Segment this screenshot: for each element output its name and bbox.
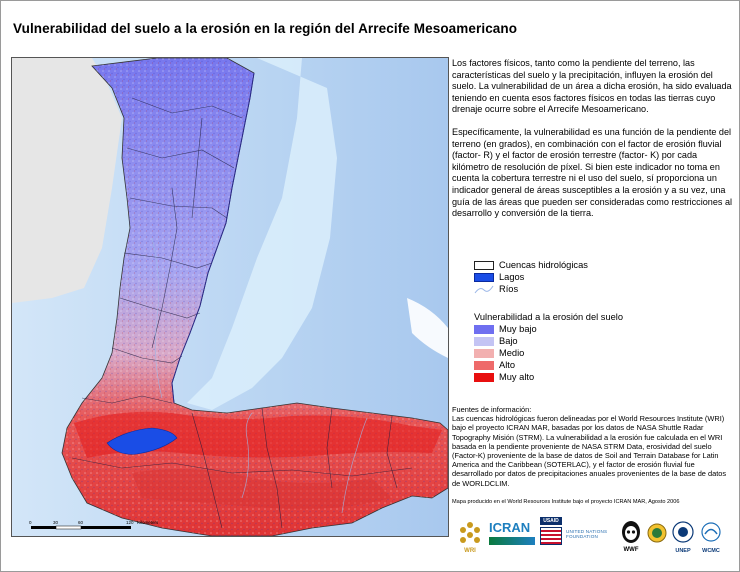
legend-label: Muy bajo xyxy=(499,324,537,334)
icran-wordmark: ICRAN xyxy=(489,520,531,535)
description-paragraph: Los factores físicos, tanto como la pendiente del terreno, las características del suelo y la precipitación, influyen la erosión del suelo. La vulnerabilidad de un área a dicha erosión, ha sido evaluada teniendo en cuenta esos factores físicos en todas las tierras cuyo drenaje ocurre sobre el Arrecife Mesoamericano. xyxy=(452,58,732,115)
legend-item-class xyxy=(474,359,734,371)
scale-tick-label: 0 xyxy=(29,520,32,525)
legend-label: Alto xyxy=(499,360,516,370)
lake-swatch xyxy=(474,273,494,282)
legend-item-class xyxy=(474,347,734,359)
legend-item-class xyxy=(474,335,734,347)
scale-bar-graphic xyxy=(27,519,177,533)
description-paragraph: Específicamente, la vulnerabilidad es una función de la pendiente del terreno (en grados), en combinación con el factor de erosión fluvial (factor- R) y el factor de erosión terrestre (factor- K) por cada kilómetro de resolución de píxel. Si bien este indicador no toma en cuenta la cobertura terrestre ni el uso del suelo, sí proporciona un indicador general de áreas susceptibles a la erosión y a su vez, una guía de las áreas que pueden ser consideradas como restricciones al desarrollo y conversión de la tierra. xyxy=(452,126,733,219)
wri-logo xyxy=(457,517,483,560)
icran-bar xyxy=(489,537,535,545)
svg-text:WWF: WWF xyxy=(623,547,639,553)
sources-text: Las cuencas hidrológicas fueron delineadas por el World Resources Institute (WRI) bajo el proyecto ICRAN MAR, basadas por los datos de NASA Shuttle Radar Topography Misión (STRM). La vulnerabilidad a la erosión fue calculada en el WRI basada en la pendiente proveniente de NASA STRM Data, erosividad del suelo (Factor-K) proveniente de la base de datos de Soil and Terrain Database for Latin America and the Caribbean (SOTERLAC), y el factor de erosión fluvial fue desarrollado por datos de precipitaciones anuales provenientes de la base de datos de WORLDCLIM. xyxy=(452,414,727,488)
watershed-swatch xyxy=(474,261,494,270)
partner-logos xyxy=(452,517,736,557)
legend-item-rivers xyxy=(474,283,734,295)
sources xyxy=(452,405,736,488)
legend xyxy=(474,259,734,383)
wwf-logo xyxy=(620,519,642,558)
wcmc-logo xyxy=(697,521,725,560)
class-swatch xyxy=(474,325,494,334)
seal-logo xyxy=(647,523,667,548)
icran-logo xyxy=(489,521,535,545)
legend-vulnerability-title: Vulnerabilidad a la erosión del suelo xyxy=(474,312,624,322)
usaid-wordmark: USAID xyxy=(540,517,562,525)
description xyxy=(452,58,734,231)
map-canvas xyxy=(12,58,448,536)
svg-text:UNEP: UNEP xyxy=(675,548,691,554)
legend-label: Muy alto xyxy=(499,372,535,382)
class-swatch xyxy=(474,337,494,346)
legend-label: Ríos xyxy=(499,284,519,294)
river-swatch xyxy=(474,285,494,294)
legend-label: Bajo xyxy=(499,336,518,346)
scale-segment xyxy=(81,526,131,529)
scale-unit: Kilometers xyxy=(137,520,159,525)
unf-logo xyxy=(566,529,618,539)
seal-icon xyxy=(647,523,667,543)
usaid-logo xyxy=(540,517,562,545)
scale-tick-label: 60 xyxy=(78,520,84,525)
legend-label: Medio xyxy=(499,348,525,358)
class-swatch xyxy=(474,373,494,382)
wcmc-emblem-icon xyxy=(697,521,725,555)
svg-text:WCMC: WCMC xyxy=(702,548,720,554)
legend-item-class xyxy=(474,371,734,383)
scale-segment xyxy=(56,526,81,529)
sources-heading: Fuentes de información: xyxy=(452,405,532,414)
scale-tick-label: 120 xyxy=(126,520,134,525)
legend-label: Cuencas hidrológicas xyxy=(499,260,588,270)
class-swatch xyxy=(474,349,494,358)
scale-segment xyxy=(31,526,56,529)
panda-icon xyxy=(620,519,642,553)
legend-label: Lagos xyxy=(499,272,525,282)
map-credit: Mapa producido en el World Resources Institute bajo el proyecto ICRAN MAR, Agosto 2006 xyxy=(452,499,680,505)
usaid-shield xyxy=(540,527,562,545)
legend-item-watersheds xyxy=(474,259,734,271)
class-swatch xyxy=(474,361,494,370)
legend-item-lakes xyxy=(474,271,734,283)
legend-item-class xyxy=(474,323,734,335)
un-emblem-icon xyxy=(671,521,695,555)
unf-wordmark: UNITED NATIONS FOUNDATION xyxy=(566,529,608,539)
wri-emblem xyxy=(457,517,483,555)
unep-logo xyxy=(671,521,695,560)
map-title: Vulnerabilidad del suelo a la erosión en la región del Arrecife Mesoamericano xyxy=(13,21,518,36)
svg-text:WRI: WRI xyxy=(464,548,476,554)
scale-bar xyxy=(27,519,177,533)
map-view[interactable] xyxy=(11,57,449,537)
scale-tick-label: 30 xyxy=(53,520,59,525)
